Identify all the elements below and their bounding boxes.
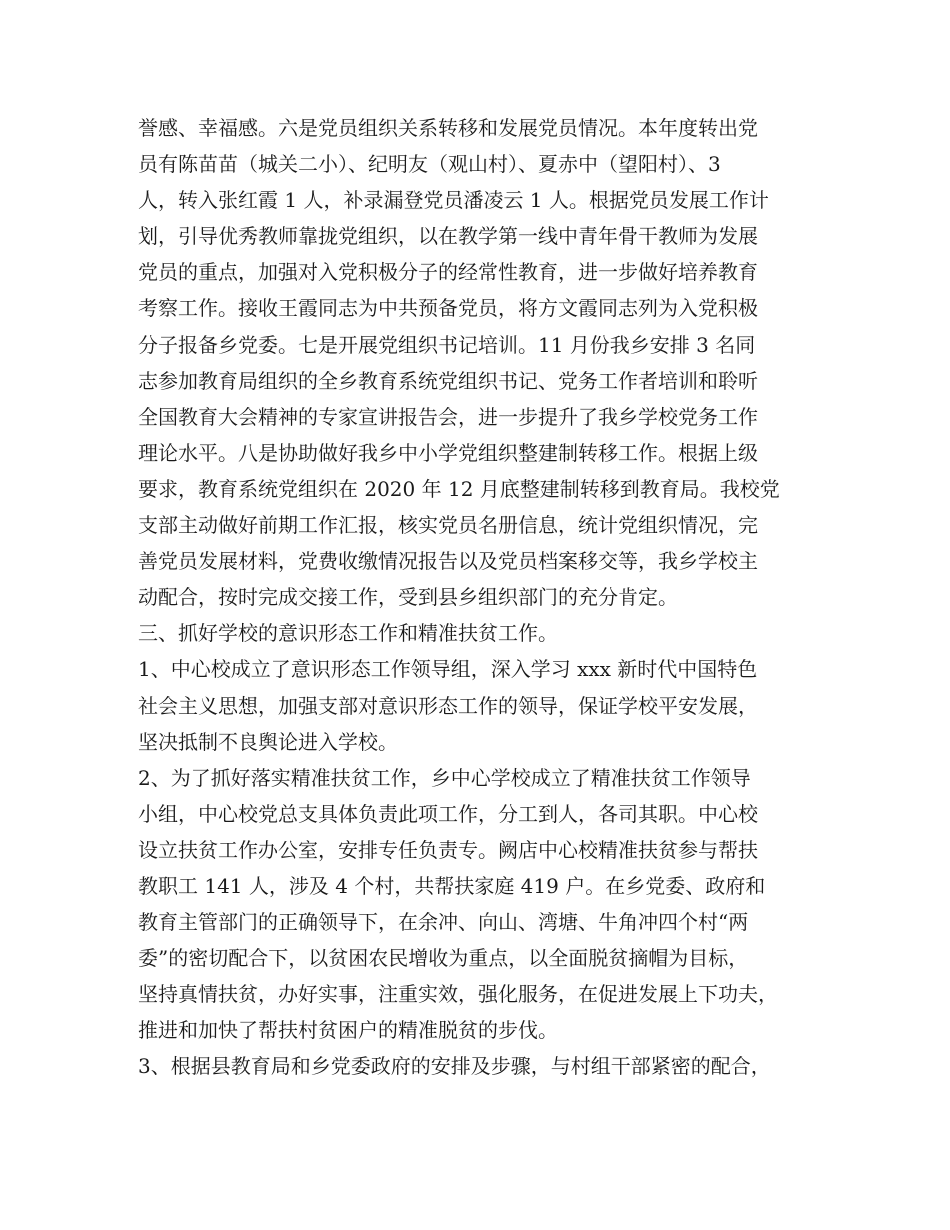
text-line: 要求，教育系统党组织在 2020 年 12 月底整建制转移到教育局。我校党 <box>138 476 780 501</box>
text-line: 全国教育大会精神的专家宣讲报告会，进一步提升了我乡学校党务工作 <box>138 404 758 429</box>
text-line: 3、根据县教育局和乡党委政府的安排及步骤，与村组干部紧密的配合， <box>138 1054 771 1079</box>
text-line: 小组，中心校党总支具体负责此项工作，分工到人，各司其职。中心校 <box>138 801 758 826</box>
text-line: 分子报备乡党委。七是开展党组织书记培训。11 月份我乡安排 3 名同 <box>138 332 756 357</box>
text-line: 设立扶贫工作办公室，安排专任负责专。阙店中心校精准扶贫参与帮扶 <box>138 837 758 862</box>
text-line: 2、为了抓好落实精准扶贫工作，乡中心学校成立了精准扶贫工作领导 <box>138 765 751 790</box>
text-line: 善党员发展材料，党费收缴情况报告以及党员档案移交等，我乡学校主 <box>138 549 758 574</box>
text-line: 1、中心校成立了意识形态工作领导组，深入学习 xxx 新时代中国特色 <box>138 657 758 682</box>
section-heading: 三、抓好学校的意识形态工作和精准扶贫工作。 <box>138 621 558 646</box>
text-line: 理论水平。八是协助做好我乡中小学党组织整建制转移工作。根据上级 <box>138 440 758 465</box>
text-line: 动配合，按时完成交接工作，受到县乡组织部门的充分肯定。 <box>138 585 678 610</box>
text-line: 支部主动做好前期工作汇报，核实党员名册信息，统计党组织情况，完 <box>138 513 758 538</box>
text-line: 社会主义思想，加强支部对意识形态工作的领导，保证学校平安发展， <box>138 693 758 718</box>
text-line: 志参加教育局组织的全乡教育系统党组织书记、党务工作者培训和聆听 <box>138 368 758 393</box>
text-line: 党员的重点，加强对入党积极分子的经常性教育，进一步做好培养教育 <box>138 260 758 285</box>
text-line: 考察工作。接收王霞同志为中共预备党员，将方文霞同志列为入党积极 <box>138 296 758 321</box>
text-line: 坚持真情扶贫，办好实事，注重实效，强化服务，在促进发展上下功夫， <box>138 982 778 1007</box>
text-line: 员有陈苗苗（城关二小）、纪明友（观山村）、夏赤中（望阳村）、3 <box>138 152 721 177</box>
text-line: 委”的密切配合下，以贫困农民增收为重点，以全面脱贫摘帽为目标， <box>138 946 749 971</box>
text-line: 推进和加快了帮扶村贫困户的精准脱贫的步伐。 <box>138 1018 558 1043</box>
text-line: 人，转入张红霞 1 人，补录漏登党员潘凌云 1 人。根据党员发展工作计 <box>138 188 769 213</box>
text-line: 教职工 141 人，涉及 4 个村，共帮扶家庭 419 户。在乡党委、政府和 <box>138 873 766 898</box>
text-line: 坚决抵制不良舆论进入学校。 <box>138 729 398 754</box>
text-line: 划，引导优秀教师靠拢党组织，以在教学第一线中青年骨干教师为发展 <box>138 224 758 249</box>
text-line: 教育主管部门的正确领导下，在余冲、向山、湾塘、牛角冲四个村“两 <box>138 910 749 935</box>
text-line: 誉感、幸福感。六是党员组织关系转移和发展党员情况。本年度转出党 <box>138 116 758 140</box>
document-body <box>138 110 818 1085</box>
